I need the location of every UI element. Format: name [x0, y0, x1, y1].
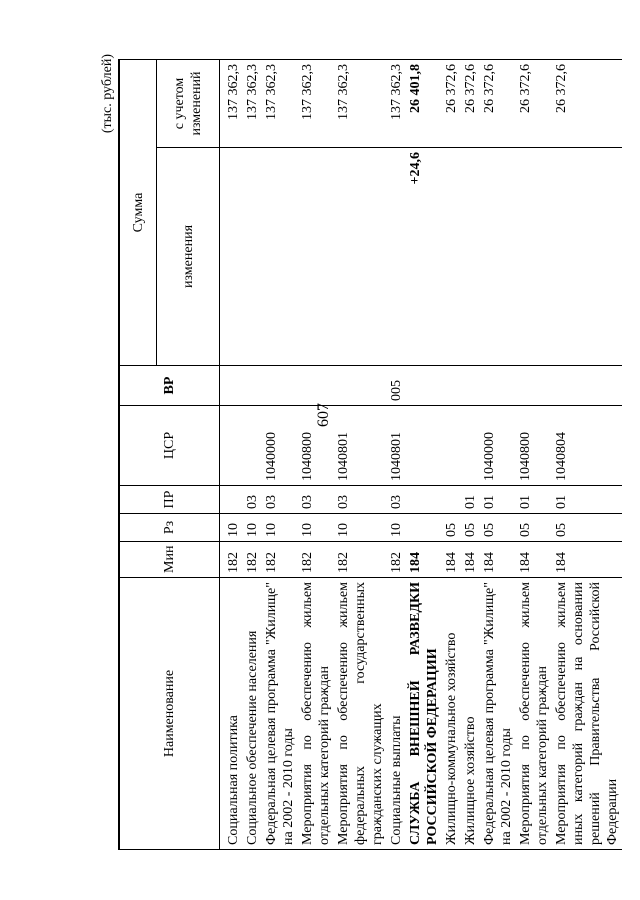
- row-vr: [220, 366, 244, 406]
- row-min: 182: [298, 542, 334, 578]
- row-vr: [552, 366, 622, 406]
- row-pr: 03: [298, 486, 334, 514]
- row-csr: [406, 406, 442, 486]
- row-csr: 1040800: [516, 406, 552, 486]
- row-total: 137 362,3: [243, 60, 262, 148]
- row-total: 137 362,3: [262, 60, 298, 148]
- row-total: 137 362,3: [334, 60, 387, 148]
- row-min: 182: [262, 542, 298, 578]
- header-pr: ПР: [119, 486, 220, 514]
- row-name: Социальные выплаты: [387, 578, 406, 850]
- row-name: Социальная политика: [220, 578, 244, 850]
- row-csr: 1040804: [552, 406, 622, 486]
- row-pr: 03: [387, 486, 406, 514]
- row-total: 26 372,6: [480, 60, 516, 148]
- row-change: [243, 148, 262, 366]
- row-rz: 05: [552, 514, 622, 542]
- row-name: Федеральная целевая программа "Жилище" на 2002 - 2010 годы: [262, 578, 298, 850]
- row-change: [516, 148, 552, 366]
- row-min: 182: [334, 542, 387, 578]
- row-change: [480, 148, 516, 366]
- row-csr: 1040800: [298, 406, 334, 486]
- row-pr: 01: [480, 486, 516, 514]
- header-vr: ВР: [119, 366, 220, 406]
- table-row: [334, 60, 387, 850]
- row-vr: [516, 366, 552, 406]
- row-min: 182: [220, 542, 244, 578]
- row-csr: 1040801: [334, 406, 387, 486]
- row-name: Мероприятия по обеспечению жильем иных категорий граждан на основании решений Правительства Российской Федерации: [552, 578, 622, 850]
- row-vr: [298, 366, 334, 406]
- row-rz: 05: [480, 514, 516, 542]
- row-total: 137 362,3: [298, 60, 334, 148]
- row-vr: [480, 366, 516, 406]
- row-pr: 03: [243, 486, 262, 514]
- row-change: [262, 148, 298, 366]
- row-change: [298, 148, 334, 366]
- row-csr: [220, 406, 244, 486]
- row-name: Мероприятия по обеспечению жильем отдельных категорий граждан: [298, 578, 334, 850]
- row-total: 137 362,3: [387, 60, 406, 148]
- row-rz: 10: [334, 514, 387, 542]
- row-total: 26 372,6: [442, 60, 461, 148]
- row-vr: [262, 366, 298, 406]
- row-vr: [334, 366, 387, 406]
- table-row: [387, 60, 406, 850]
- row-rz: 05: [516, 514, 552, 542]
- table-row: [461, 60, 480, 850]
- row-rz: [406, 514, 442, 542]
- row-rz: 10: [220, 514, 244, 542]
- page-number: 607: [315, 403, 332, 427]
- row-change: [387, 148, 406, 366]
- row-change: +24,6: [406, 148, 442, 366]
- row-csr: [243, 406, 262, 486]
- row-name: Жилищное хозяйство: [461, 578, 480, 850]
- row-vr: 005: [387, 366, 406, 406]
- row-min: 184: [442, 542, 461, 578]
- row-name: СЛУЖБА ВНЕШНЕЙ РАЗВЕДКИ РОССИЙСКОЙ ФЕДЕРАЦИИ: [406, 578, 442, 850]
- header-sum: Сумма: [119, 60, 157, 366]
- row-name: Социальное обеспечение населения: [243, 578, 262, 850]
- header-csr: ЦСР: [119, 406, 220, 486]
- row-pr: [220, 486, 244, 514]
- row-pr: 03: [262, 486, 298, 514]
- row-min: 184: [461, 542, 480, 578]
- row-name: Жилищно-коммунальное хозяйство: [442, 578, 461, 850]
- row-min: 182: [387, 542, 406, 578]
- header-name: Наименование: [119, 578, 220, 850]
- row-pr: [442, 486, 461, 514]
- header-change: изменения: [157, 148, 220, 366]
- row-pr: 03: [334, 486, 387, 514]
- row-csr: [442, 406, 461, 486]
- table-row: [480, 60, 516, 850]
- row-vr: [243, 366, 262, 406]
- table-row: [220, 60, 244, 850]
- row-total: 26 401,8: [406, 60, 442, 148]
- row-name: Мероприятия по обеспечению жильем отдельных категорий граждан: [516, 578, 552, 850]
- table-row: [298, 60, 334, 850]
- row-csr: 1040000: [480, 406, 516, 486]
- row-total: 26 372,6: [552, 60, 622, 148]
- units-label: (тыс. рублей): [100, 54, 115, 134]
- row-csr: [461, 406, 480, 486]
- table-body: [220, 60, 623, 850]
- row-name: Федеральная целевая программа "Жилище" на 2002 - 2010 годы: [480, 578, 516, 850]
- row-total: 137 362,3: [220, 60, 244, 148]
- rotated-document: [100, 50, 620, 850]
- row-vr: [406, 366, 442, 406]
- row-min: 184: [552, 542, 622, 578]
- row-rz: 10: [262, 514, 298, 542]
- header-min: Мин: [119, 542, 220, 578]
- table-row: [442, 60, 461, 850]
- row-total: 26 372,6: [461, 60, 480, 148]
- row-rz: 10: [243, 514, 262, 542]
- header-rz: Рз: [119, 514, 220, 542]
- row-csr: 1040801: [387, 406, 406, 486]
- row-change: [461, 148, 480, 366]
- row-total: 26 372,6: [516, 60, 552, 148]
- row-pr: 01: [461, 486, 480, 514]
- table-row: [552, 60, 622, 850]
- table-row: [262, 60, 298, 850]
- row-min: 184: [516, 542, 552, 578]
- row-vr: [442, 366, 461, 406]
- row-pr: 01: [552, 486, 622, 514]
- budget-table: [118, 59, 622, 850]
- table-row: [406, 60, 442, 850]
- table-row: [243, 60, 262, 850]
- row-rz: 05: [442, 514, 461, 542]
- table-row: [516, 60, 552, 850]
- row-pr: 01: [516, 486, 552, 514]
- row-change: [442, 148, 461, 366]
- row-min: 184: [406, 542, 442, 578]
- row-change: [552, 148, 622, 366]
- row-min: 184: [480, 542, 516, 578]
- row-csr: 1040000: [262, 406, 298, 486]
- row-rz: 10: [298, 514, 334, 542]
- row-change: [334, 148, 387, 366]
- header-with-change: с учетом изменений: [157, 60, 220, 148]
- row-rz: 05: [461, 514, 480, 542]
- row-rz: 10: [387, 514, 406, 542]
- row-min: 182: [243, 542, 262, 578]
- row-change: [220, 148, 244, 366]
- row-vr: [461, 366, 480, 406]
- row-name: Мероприятия по обеспечению жильем федеральных государственных гражданских служащих: [334, 578, 387, 850]
- row-pr: [406, 486, 442, 514]
